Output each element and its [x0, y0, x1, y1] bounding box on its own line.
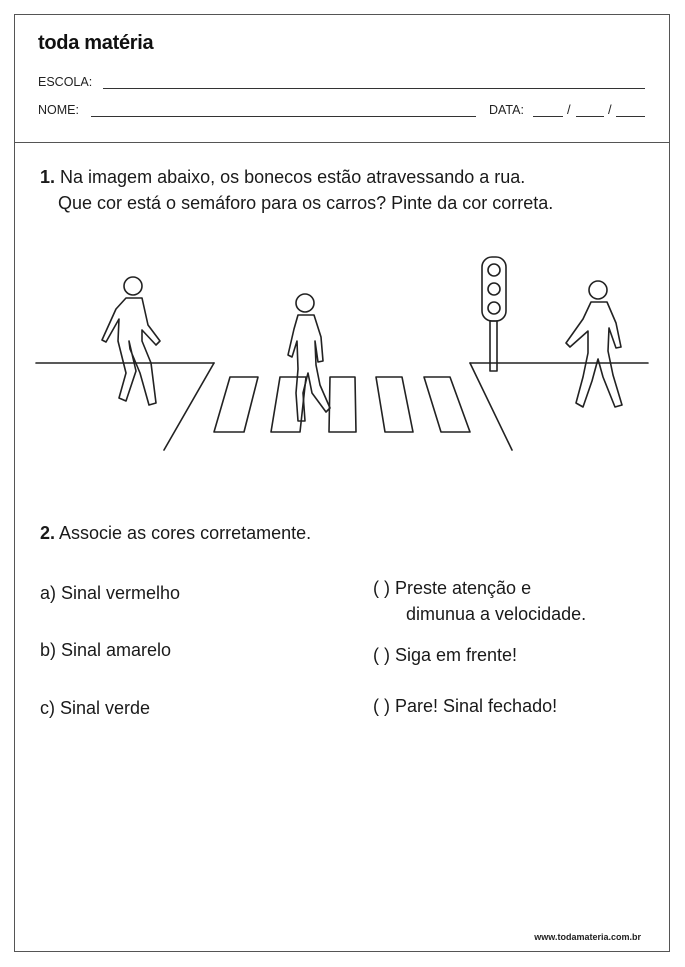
date-day-field[interactable] — [533, 116, 563, 117]
left-item-b: b) Sinal amarelo — [40, 640, 172, 660]
date-year-field[interactable] — [616, 116, 645, 117]
date-separator: / — [567, 102, 571, 117]
name-field[interactable] — [91, 116, 476, 117]
date-label: DATA: — [489, 103, 524, 117]
question-1-line-2: Que cor está o semáforo para os carros? Pinte da cor correta. — [58, 193, 554, 213]
right-item-1[interactable]: ( ) Preste atenção e — [373, 578, 532, 598]
pedestrian-middle-icon — [288, 294, 330, 421]
footer-url: www.todamateria.com.br — [534, 932, 641, 942]
question-2 — [40, 520, 311, 546]
header-divider — [14, 142, 670, 143]
pedestrian-left-icon — [102, 277, 160, 405]
school-label: ESCOLA: — [38, 75, 93, 89]
question-1-number: 1. — [40, 167, 56, 187]
left-item-c: c) Sinal verde — [40, 698, 151, 718]
pedestrian-right-icon — [566, 281, 622, 407]
question-2-number: 2. — [40, 523, 56, 543]
road-edges — [36, 363, 648, 450]
right-item-3[interactable]: ( ) Pare! Sinal fechado! — [373, 696, 558, 716]
crosswalk-illustration — [30, 245, 655, 460]
date-month-field[interactable] — [576, 116, 604, 117]
right-item-2[interactable]: ( ) Siga em frente! — [373, 645, 518, 665]
crosswalk-stripes — [214, 377, 470, 432]
school-field[interactable] — [103, 88, 645, 89]
question-1-line-1 — [40, 164, 525, 190]
traffic-light-icon — [482, 257, 506, 371]
question-2-text: Associe as cores corretamente. — [59, 523, 312, 543]
name-label: NOME: — [38, 103, 79, 117]
page-frame — [14, 14, 670, 952]
left-item-a: a) Sinal vermelho — [40, 583, 181, 603]
logo: toda matéria — [38, 32, 154, 54]
date-separator: / — [608, 102, 612, 117]
right-item-1-line-2: dimunua a velocidade. — [406, 604, 587, 624]
question-1-text: Na imagem abaixo, os bonecos estão atravessando a rua. — [60, 167, 526, 187]
